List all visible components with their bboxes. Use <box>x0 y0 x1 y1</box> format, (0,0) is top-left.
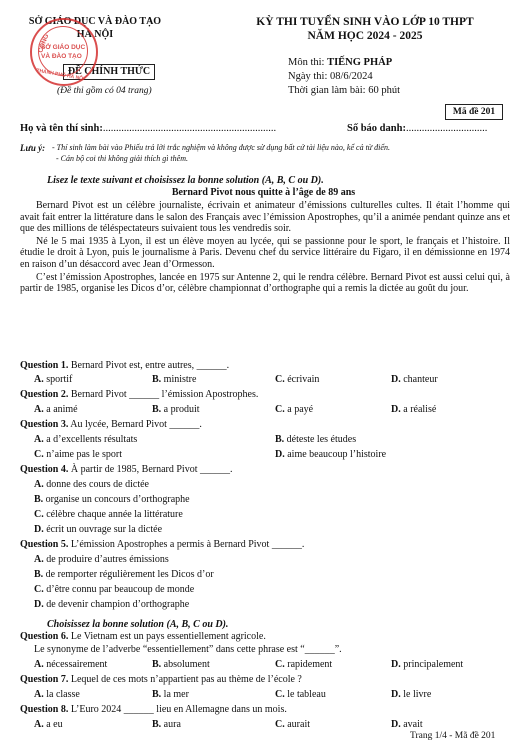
option-c[interactable]: C. rapidement <box>275 659 333 670</box>
option-c[interactable]: C. célèbre chaque année la littérature <box>34 509 183 520</box>
question-text: Au lycée, Bernard Pivot ______. <box>68 419 202 430</box>
notes-line-1: - Thí sinh làm bài vào Phiếu trả lời trắc nghiệm và không được sử dụng bất cứ tài liệu nào, kể cả từ điển. <box>52 143 390 152</box>
question-text: Le Vietnam est un pays essentiellement agricole. <box>68 631 266 642</box>
department-line-2: HÀ NỘI <box>76 29 114 40</box>
question-5 <box>20 539 304 551</box>
option-d[interactable]: D. écrit un ouvrage sur la dictée <box>34 524 163 535</box>
option-a[interactable]: A. a d’excellents résultats <box>34 434 138 445</box>
question-4 <box>20 464 232 476</box>
option-d[interactable]: D. le livre <box>391 689 432 700</box>
notes-line-2: - Cán bộ coi thi không giải thích gì thêm. <box>56 154 188 163</box>
option-d[interactable]: D. avait <box>391 719 423 730</box>
candidate-name-line <box>20 123 276 134</box>
question-6-line-2: Le synonyme de l’adverbe “essentiellement” dans cette phrase est “______”. <box>34 644 342 655</box>
option-b[interactable]: B. la mer <box>152 689 189 700</box>
pages-note: (Đề thi gồm có 04 trang) <box>57 86 152 96</box>
exam-title-line-1: KỲ THI TUYỂN SINH VÀO LỚP 10 THPT <box>256 16 474 28</box>
exam-duration: Thời gian làm bài: 60 phút <box>288 85 400 96</box>
exam-code: Mã đề 201 <box>452 107 496 117</box>
option-a[interactable]: A. a animé <box>34 404 78 415</box>
question-number: Question 4. <box>20 464 69 475</box>
option-c[interactable]: C. d’être connu par beaucoup de monde <box>34 584 195 595</box>
question-text: À partir de 1985, Bernard Pivot ______. <box>68 464 233 475</box>
option-b[interactable]: B. aura <box>152 719 181 730</box>
option-b[interactable]: B. ministre <box>152 374 197 385</box>
question-number: Question 8. <box>20 704 69 715</box>
question-3 <box>20 419 202 431</box>
article-paragraph-1: Bernard Pivot est un célèbre journaliste, écrivain et animateur d’émissions culturelles cultes. Il était l’homme qui avait fait entrer la littérature dans le salon des Français avec l’émission Apostrophes, qu’il a animée pendant quinze ans et que des millions de téléspectateurs suivaient tous les vendredis soir. <box>20 200 510 235</box>
option-b[interactable]: B. absolument <box>152 659 210 670</box>
option-b[interactable]: B. déteste les études <box>275 434 357 445</box>
question-8 <box>20 704 287 716</box>
option-b[interactable]: B. de remporter régulièrement les Dicos d’or <box>34 569 214 580</box>
subject-label: Môn thi: <box>288 57 328 68</box>
exam-code-box <box>445 104 503 120</box>
section1-instruction: Lisez le texte suivant et choisissez la bonne solution (A, B, C ou D). <box>47 175 324 186</box>
option-a[interactable]: A. de produire d’autres émissions <box>34 554 169 565</box>
question-6 <box>20 631 266 643</box>
option-c[interactable]: C. a payé <box>275 404 314 415</box>
section2-instruction: Choisissez la bonne solution (A, B, C ou D). <box>47 619 229 630</box>
seal-line-2: VÀ ĐÀO TẠO <box>41 53 82 60</box>
candidate-name-dots: .................................................................. <box>102 123 277 134</box>
exam-title <box>230 16 500 42</box>
option-c[interactable]: C. le tableau <box>275 689 326 700</box>
question-number: Question 1. <box>20 360 69 371</box>
option-d[interactable]: D. principalement <box>391 659 464 670</box>
candidate-name-label: Họ và tên thí sinh: <box>20 123 103 134</box>
question-number: Question 3. <box>20 419 69 430</box>
question-7 <box>20 674 302 686</box>
question-1 <box>20 360 229 372</box>
question-text: Bernard Pivot est, entre autres, ______. <box>68 360 230 371</box>
option-a[interactable]: A. a eu <box>34 719 63 730</box>
question-number: Question 2. <box>20 389 69 400</box>
option-a[interactable]: A. sportif <box>34 374 73 385</box>
option-b[interactable]: B. a produit <box>152 404 200 415</box>
exam-date: Ngày thi: 08/6/2024 <box>288 71 373 82</box>
question-text: L’Euro 2024 ______ lieu en Allemagne dans un mois. <box>68 704 287 715</box>
seal-line-1: SỞ GIÁO DỤC <box>41 44 86 51</box>
exam-title-line-2: NĂM HỌC 2024 - 2025 <box>307 30 423 42</box>
seal-ring-bottom: THÀNH PHỐ HÀ NỘI <box>35 67 85 83</box>
seal-ring-top: CÔNG <box>37 33 51 54</box>
option-a[interactable]: A. nécessairement <box>34 659 108 670</box>
article-title: Bernard Pivot nous quitte à l’âge de 89 ans <box>171 187 356 198</box>
question-number: Question 7. <box>20 674 69 685</box>
option-c[interactable]: C. n’aime pas le sport <box>34 449 123 460</box>
candidate-number-dots: ............................... <box>405 123 488 134</box>
subject-line <box>288 56 400 70</box>
official-exam-label: ĐỀ CHÍNH THỨC <box>67 66 151 77</box>
option-d[interactable]: D. chanteur <box>391 374 438 385</box>
question-text: L’émission Apostrophes a permis à Bernard Pivot ______. <box>68 539 305 550</box>
question-text: Bernard Pivot ______ l’émission Apostrophes. <box>68 389 259 400</box>
article-paragraph-3: C’est l’émission Apostrophes, lancée en 1975 sur Antenne 2, qui le rendra célèbre. Bernard Pivot est aussi celui qui, à partir de 1985, organise les Dicos d’or, célèbre championnat d’orthographe qui a remis la dictée au goût du jour. <box>20 271 510 295</box>
notes-label: Lưu ý: <box>20 143 46 153</box>
candidate-number-line <box>347 123 487 134</box>
option-c[interactable]: C. écrivain <box>275 374 320 385</box>
question-number: Question 6. <box>20 631 69 642</box>
page-footer: Trang 1/4 - Mã đề 201 <box>410 731 496 741</box>
candidate-number-label: Số báo danh: <box>347 123 406 134</box>
option-d[interactable]: D. a réalisé <box>391 404 437 415</box>
official-seal <box>30 18 98 86</box>
option-d[interactable]: D. aime beaucoup l’histoire <box>275 449 387 460</box>
question-2 <box>20 389 258 401</box>
question-text: Lequel de ces mots n’appartient pas au thème de l’école ? <box>68 674 302 685</box>
option-a[interactable]: A. donne des cours de dictée <box>34 479 149 490</box>
option-c[interactable]: C. aurait <box>275 719 310 730</box>
article-text <box>20 200 510 295</box>
question-number: Question 5. <box>20 539 69 550</box>
exam-info <box>288 56 400 98</box>
subject-name: TIẾNG PHÁP <box>327 57 393 68</box>
department-line-1: SỞ GIÁO DỤC VÀ ĐÀO TẠO <box>28 16 162 27</box>
article-paragraph-2: Né le 5 mai 1935 à Lyon, il est un élève moyen au lycée, qui se passionne pour le sport, le français et l’histoire. Il étudie le droit à Lyon, puis le journalisme à Paris. Devenu chef du service littéraire du Figaro, il en démissionne en 1974 en raison d’un désaccord avec Jean d’Ormesson. <box>20 235 510 270</box>
option-d[interactable]: D. de devenir champion d’orthographe <box>34 599 190 610</box>
option-b[interactable]: B. organise un concours d’orthographe <box>34 494 190 505</box>
option-a[interactable]: A. la classe <box>34 689 80 700</box>
